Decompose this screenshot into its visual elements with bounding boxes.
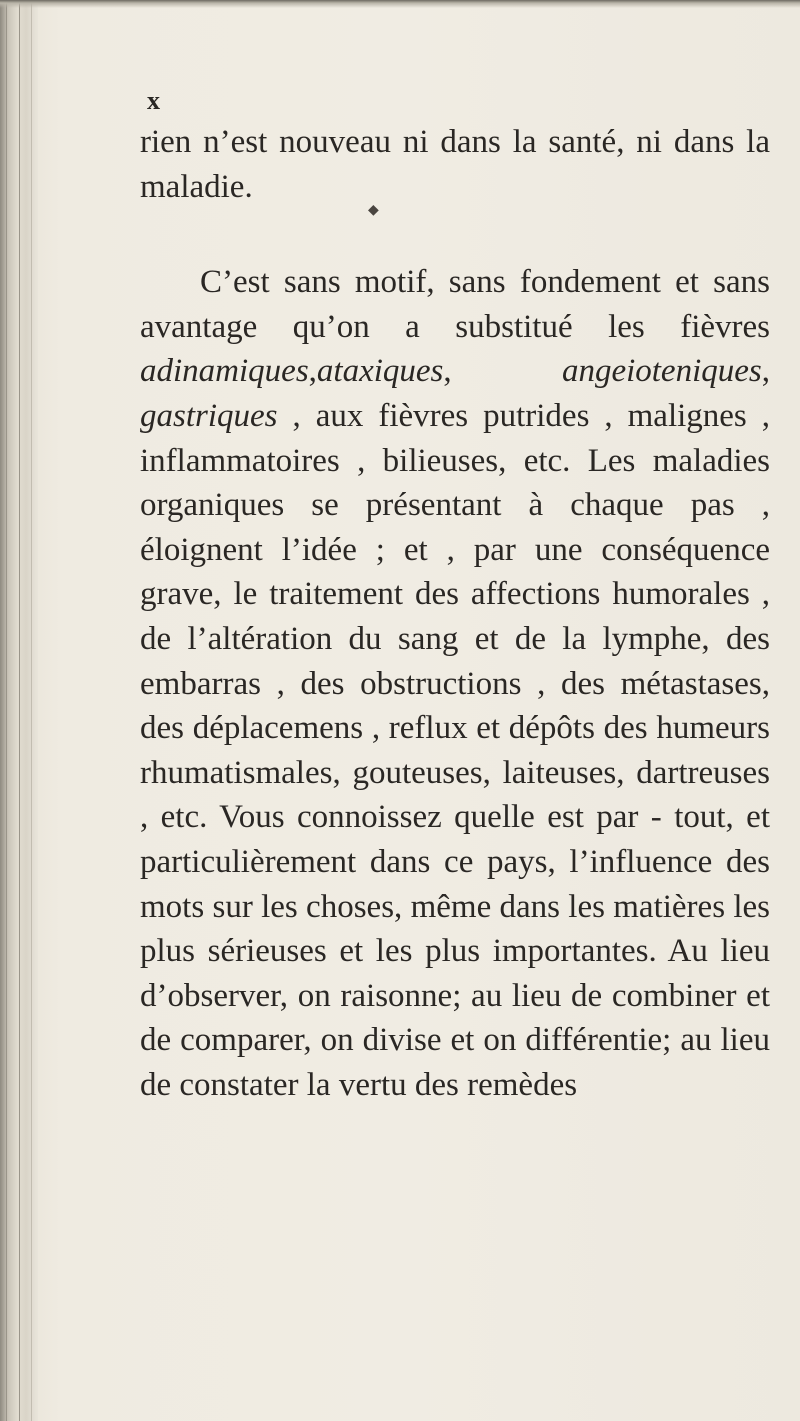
binding-line bbox=[19, 0, 20, 1421]
page-binding-edge bbox=[0, 0, 38, 1421]
text-run: , bbox=[761, 353, 770, 390]
italic-term: ataxiques bbox=[316, 353, 444, 390]
page-folio: x bbox=[147, 86, 160, 115]
italic-term: gastriques bbox=[140, 397, 278, 434]
text-run: rien n’est nouveau ni dans la santé, ni dans la maladie. bbox=[140, 124, 770, 205]
printers-mark: ◆ bbox=[368, 203, 379, 218]
text-run: , aux fièvres putrides , malignes , inflammatoires , bilieuses, etc. Les maladies organiques se présentant à chaque pas , éloignent l’idée ; et , par une conséquence grave, le traitement des affections humorales , de l’altération du sang et de la lymphe, des embarras , des obstructions , des métastases, des déplacemens , reflux et dépôts des humeurs rhumatismales, gouteuses, laiteuses, dartreuses , etc. Vous connoissez quelle est par - tout, et particulièrement dans ce pays, l’influence des mots sur les choses, même dans les matières les plus sérieuses et les plus importantes. Au lieu d’observer, on raisonne; au lieu de combiner et de comparer, on divise et on différentie; au lieu de constater la vertu des remèdes bbox=[140, 397, 770, 1103]
text-run: C’est sans motif, sans fondement et sans avantage qu’on a substitué les fièvres bbox=[140, 264, 770, 345]
paragraph bbox=[140, 120, 770, 209]
text-run: , bbox=[308, 353, 317, 390]
binding-line bbox=[31, 0, 32, 1421]
italic-term: angeioteniques bbox=[561, 353, 762, 390]
text-run: , bbox=[443, 353, 562, 390]
paragraph bbox=[140, 260, 770, 1107]
page-top-shadow bbox=[0, 0, 800, 8]
page-body-text bbox=[140, 120, 770, 1107]
italic-term: adinamiques bbox=[140, 353, 309, 390]
binding-line bbox=[6, 0, 7, 1421]
